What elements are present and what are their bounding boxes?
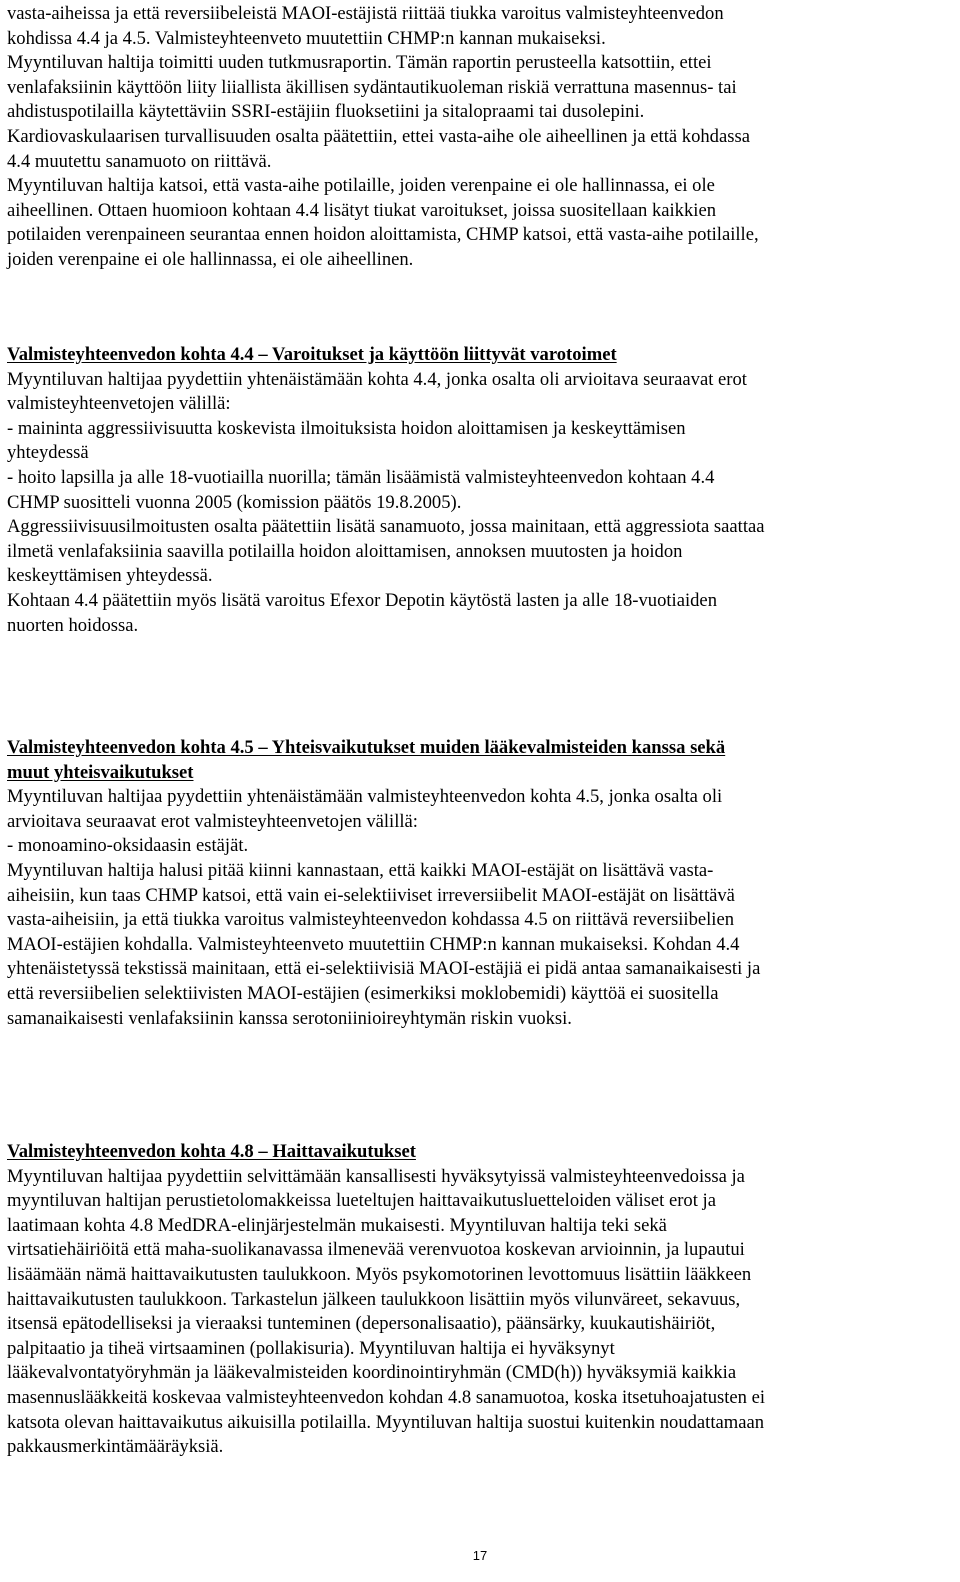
text-line: pakkausmerkintämääräyksiä. — [7, 1436, 224, 1458]
text-line: palpitaatio ja tiheä virtsaaminen (pollakisuria). Myyntiluvan haltija ei hyväksynyt — [7, 1337, 615, 1359]
text-line: arvioitava seuraavat erot valmisteyhteenvetojen välillä: — [7, 810, 418, 832]
text-line: Kardiovaskulaarisen turvallisuuden osalta päätettiin, ettei vasta-aihe ole aiheellinen ja että kohdassa — [7, 125, 750, 147]
text-line: MAOI-estäjien kohdalla. Valmisteyhteenveto muutettiin CHMP:n kannan mukaiseksi. Kohdan 4.4 — [7, 933, 740, 955]
text-line: samanaikaisesti venlafaksiinin kanssa serotoniinioireyhtymän riskin vuoksi. — [7, 1007, 572, 1029]
text-line: yhtenäistetyssä tekstissä mainitaan, että ei-selektiivisiä MAOI-estäjiä ei pidä antaa samanaikaisesti ja — [7, 958, 761, 980]
text-line: itsensä epätodelliseksi ja vieraaksi tunteminen (depersonalisaatio), päänsärky, kuukautishäiriöt, — [7, 1313, 716, 1335]
section-heading: Valmisteyhteenvedon kohta 4.5 – Yhteisvaikutukset muiden lääkevalmisteiden kanssa sekä — [7, 737, 726, 758]
text-line: lääkevalvontatyöryhmän ja lääkevalmisteiden koordinointiryhmän (CMD(h)) hyväksymiä kaikkia — [7, 1362, 737, 1384]
text-line: ahdistuspotilailla käytettäviin SSRI-estäjiin fluoksetiini ja sitalopraami tai dusolepini. — [7, 101, 645, 123]
text-line: masennuslääkkeitä koskevaa valmisteyhteenvedon kohdan 4.8 sanamuotoa, koska itsetuhoajatusten ei — [7, 1386, 766, 1408]
section-heading: Valmisteyhteenvedon kohta 4.4 – Varoitukset ja käyttöön liittyvät varotoimet — [7, 344, 617, 365]
text-line: vasta-aiheissa ja että reversiibeleistä MAOI-estäjistä riittää tiukka varoitus valmisteyhteenvedon — [7, 3, 724, 24]
text-line: 4.4 muutettu sanamuoto on riittävä. — [7, 150, 272, 172]
text-line: joiden verenpaine ei ole hallinnassa, ei ole aiheellinen. — [7, 248, 414, 270]
text-line: Myyntiluvan haltija halusi pitää kiinni kannastaan, että kaikki MAOI-estäjät on lisättävä vasta- — [7, 859, 714, 881]
section-4-8 — [7, 1140, 765, 1460]
section-4-4 — [7, 343, 765, 638]
text-line: Kohtaan 4.4 päätettiin myös lisätä varoitus Efexor Depotin käytöstä lasten ja alle 18-vuotiaiden — [7, 589, 717, 611]
text-line: Myyntiluvan haltijaa pyydettiin yhtenäistämään kohta 4.4, jonka osalta oli arvioitava seuraavat erot — [7, 368, 747, 390]
text-line: että reversiibelien selektiivisten MAOI-estäjien (esimerkiksi moklobemidi) käyttöä ei suositella — [7, 982, 719, 1004]
text-line: lisäämään nämä haittavaikutusten taulukkoon. Myös psykomotorinen levottomuus lisättiin lääkkeen — [7, 1263, 752, 1285]
page-number: 17 — [472, 1548, 488, 1563]
text-line: nuorten hoidossa. — [7, 614, 139, 636]
text-line: - hoito lapsilla ja alle 18-vuotiailla nuorilla; tämän lisäämistä valmisteyhteenvedon kohtaan 4.4 — [7, 466, 715, 488]
text-line: kohdissa 4.4 ja 4.5. Valmisteyhteenveto muutettiin CHMP:n kannan mukaiseksi. — [7, 27, 606, 49]
text-line: aiheisiin, kun taas CHMP katsoi, että vain ei-selektiiviset irreversiibelit MAOI-estäjät on lisättävä — [7, 884, 735, 906]
text-line: Aggressiivisuusilmoitusten osalta päätettiin lisätä sanamuoto, jossa mainitaan, että aggressiota saattaa — [7, 516, 765, 538]
text-line: myyntiluvan haltijan perustietolomakkeissa lueteltujen haittavaikutusluetteloiden väliset erot ja — [7, 1190, 716, 1212]
text-line: keskeyttämisen yhteydessä. — [7, 565, 213, 587]
text-line: Myyntiluvan haltija toimitti uuden tutkmusraportin. Tämän raportin perusteella katsottiin, ettei — [7, 52, 712, 74]
text-line: vasta-aiheisiin, ja että tiukka varoitus valmisteyhteenvedon kohdassa 4.5 on riittävä reversiibelien — [7, 909, 735, 931]
text-line: yhteydessä — [7, 442, 89, 464]
text-line: valmisteyhteenvetojen välillä: — [7, 393, 231, 415]
text-line: Myyntiluvan haltijaa pyydettiin yhtenäistämään valmisteyhteenvedon kohta 4.5, jonka osalta oli — [7, 786, 723, 808]
intro-paragraphs — [7, 2, 759, 273]
section-heading-continued: muut yhteisvaikutukset — [7, 761, 194, 783]
text-line: ilmetä venlafaksiinia saavilla potilailla hoidon aloittamisen, annoksen muutosten ja hoidon — [7, 540, 683, 562]
text-line: - maininta aggressiivisuutta koskevista ilmoituksista hoidon aloittamisen ja keskeyttämisen — [7, 417, 686, 439]
text-line: CHMP suositteli vuonna 2005 (komission päätös 19.8.2005). — [7, 491, 462, 513]
text-line: Myyntiluvan haltijaa pyydettiin selvittämään kansallisesti hyväksytyissä valmisteyhteenvedoissa ja — [7, 1165, 745, 1187]
text-line: potilaiden verenpaineen seurantaa ennen hoidon aloittamista, CHMP katsoi, että vasta-aihe potilaille, — [7, 224, 759, 246]
section-4-5 — [7, 736, 760, 1031]
text-line: haittavaikutusten taulukkoon. Tarkastelun jälkeen taulukkoon lisättiin myös vilunväreet, sekavuus, — [7, 1288, 741, 1310]
text-line: - monoamino-oksidaasin estäjät. — [7, 835, 249, 857]
text-line: venlafaksiinin käyttöön liity liiallista äkillisen sydäntautikuoleman riskiä verrattuna masennus- tai — [7, 76, 737, 98]
text-line: aiheellinen. Ottaen huomioon kohtaan 4.4 lisätyt tiukat varoitukset, joissa suositellaan kaikkien — [7, 199, 716, 221]
text-line: Myyntiluvan haltija katsoi, että vasta-aihe potilaille, joiden verenpaine ei ole hallinnassa, ei ole — [7, 175, 715, 197]
section-heading: Valmisteyhteenvedon kohta 4.8 – Haittavaikutukset — [7, 1141, 416, 1162]
text-line: laatimaan kohta 4.8 MedDRA-elinjärjestelmän mukaisesti. Myyntiluvan haltija teki sekä — [7, 1214, 667, 1236]
text-line: katsota olevan haittavaikutus aikuisilla potilailla. Myyntiluvan haltija suostui kuitenkin noudattamaan — [7, 1411, 765, 1433]
text-line: virtsatiehäiriöitä että maha-suolikanavassa ilmenevää verenvuotoa koskevan arvioinnin, ja lupautui — [7, 1239, 745, 1261]
